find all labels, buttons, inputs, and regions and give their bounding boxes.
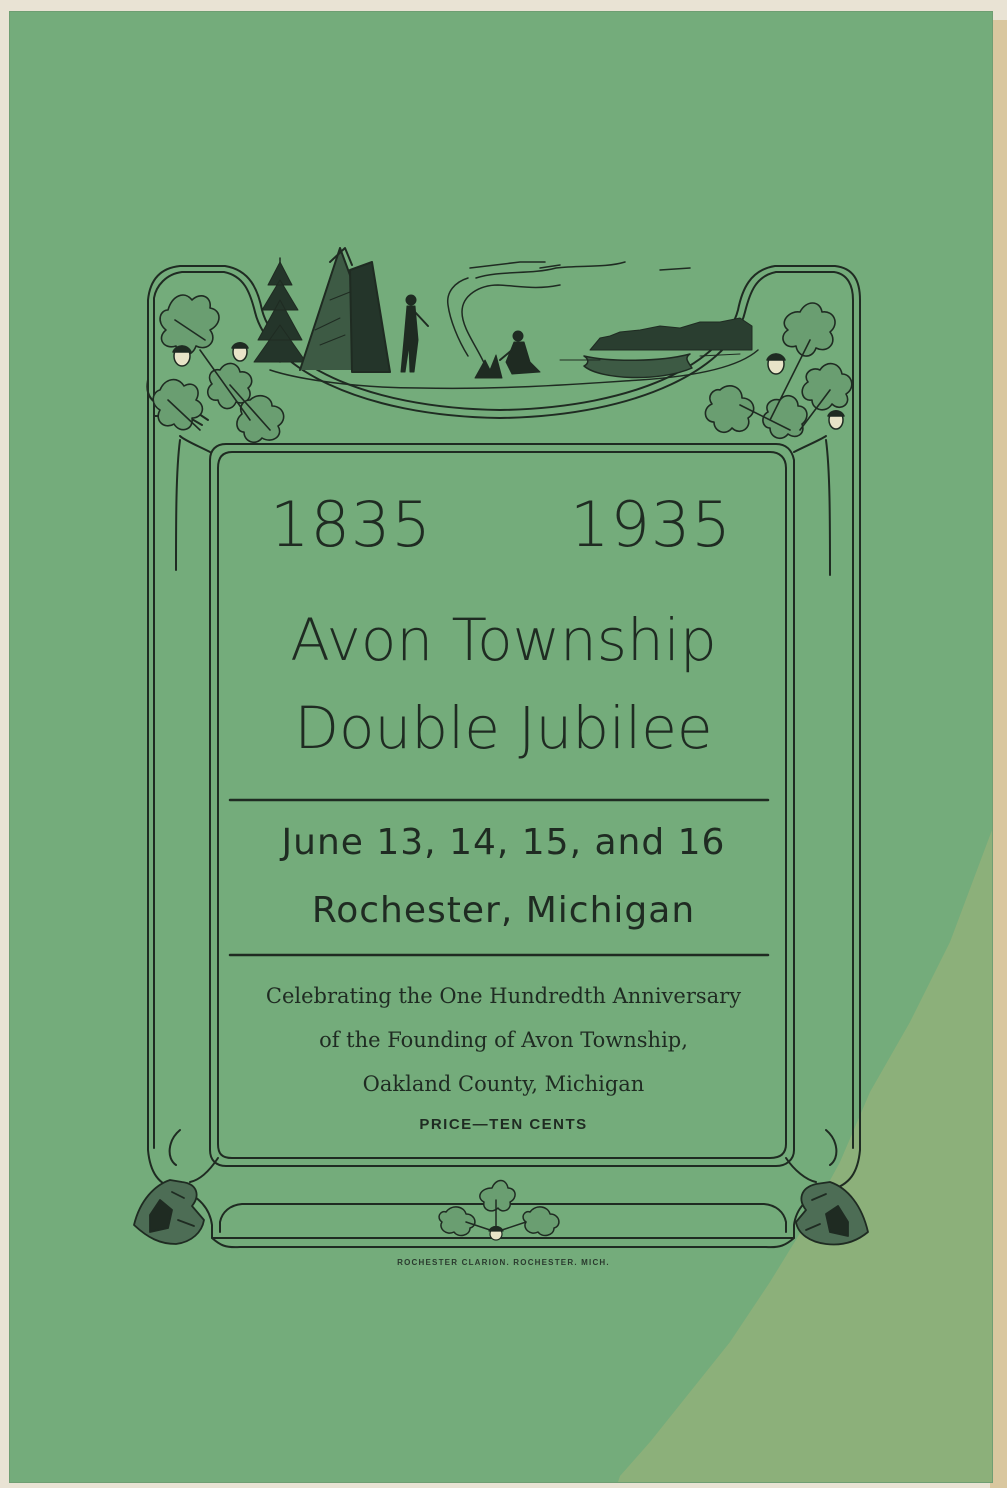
arrowhead-icon <box>796 1182 868 1245</box>
event-dates: June 13, 14, 15, and 16 <box>281 822 726 863</box>
description-line-1: Celebrating the One Hundredth Anniversary <box>265 984 742 1008</box>
event-location: Rochester, Michigan <box>311 890 696 931</box>
acorn-icon <box>173 343 248 366</box>
title-line-2: Double Jubilee <box>294 694 713 762</box>
teepee-icon <box>300 248 390 372</box>
kneeling-figure-icon <box>500 331 540 374</box>
printer-credit: ROCHESTER CLARION. ROCHESTER. MICH. <box>397 1258 610 1267</box>
campfire-icon <box>475 355 502 378</box>
acorn-icon <box>489 1227 503 1241</box>
canoe-icon <box>584 354 692 378</box>
price-label: PRICE—TEN CENTS <box>419 1116 588 1133</box>
description-line-3: Oakland County, Michigan <box>362 1072 645 1096</box>
description-line-2: of the Founding of Avon Township, <box>319 1028 688 1052</box>
campfire-smoke-icon <box>448 262 690 372</box>
year-end: 1935 <box>570 488 732 561</box>
campfire-vignette <box>254 248 758 388</box>
year-start: 1835 <box>270 488 432 561</box>
far-treeline <box>590 318 752 350</box>
pine-tree-icon <box>254 258 306 362</box>
standing-figure-icon <box>401 295 428 372</box>
arrowhead-icon <box>134 1180 204 1244</box>
title-line-1: Avon Township <box>290 606 717 674</box>
